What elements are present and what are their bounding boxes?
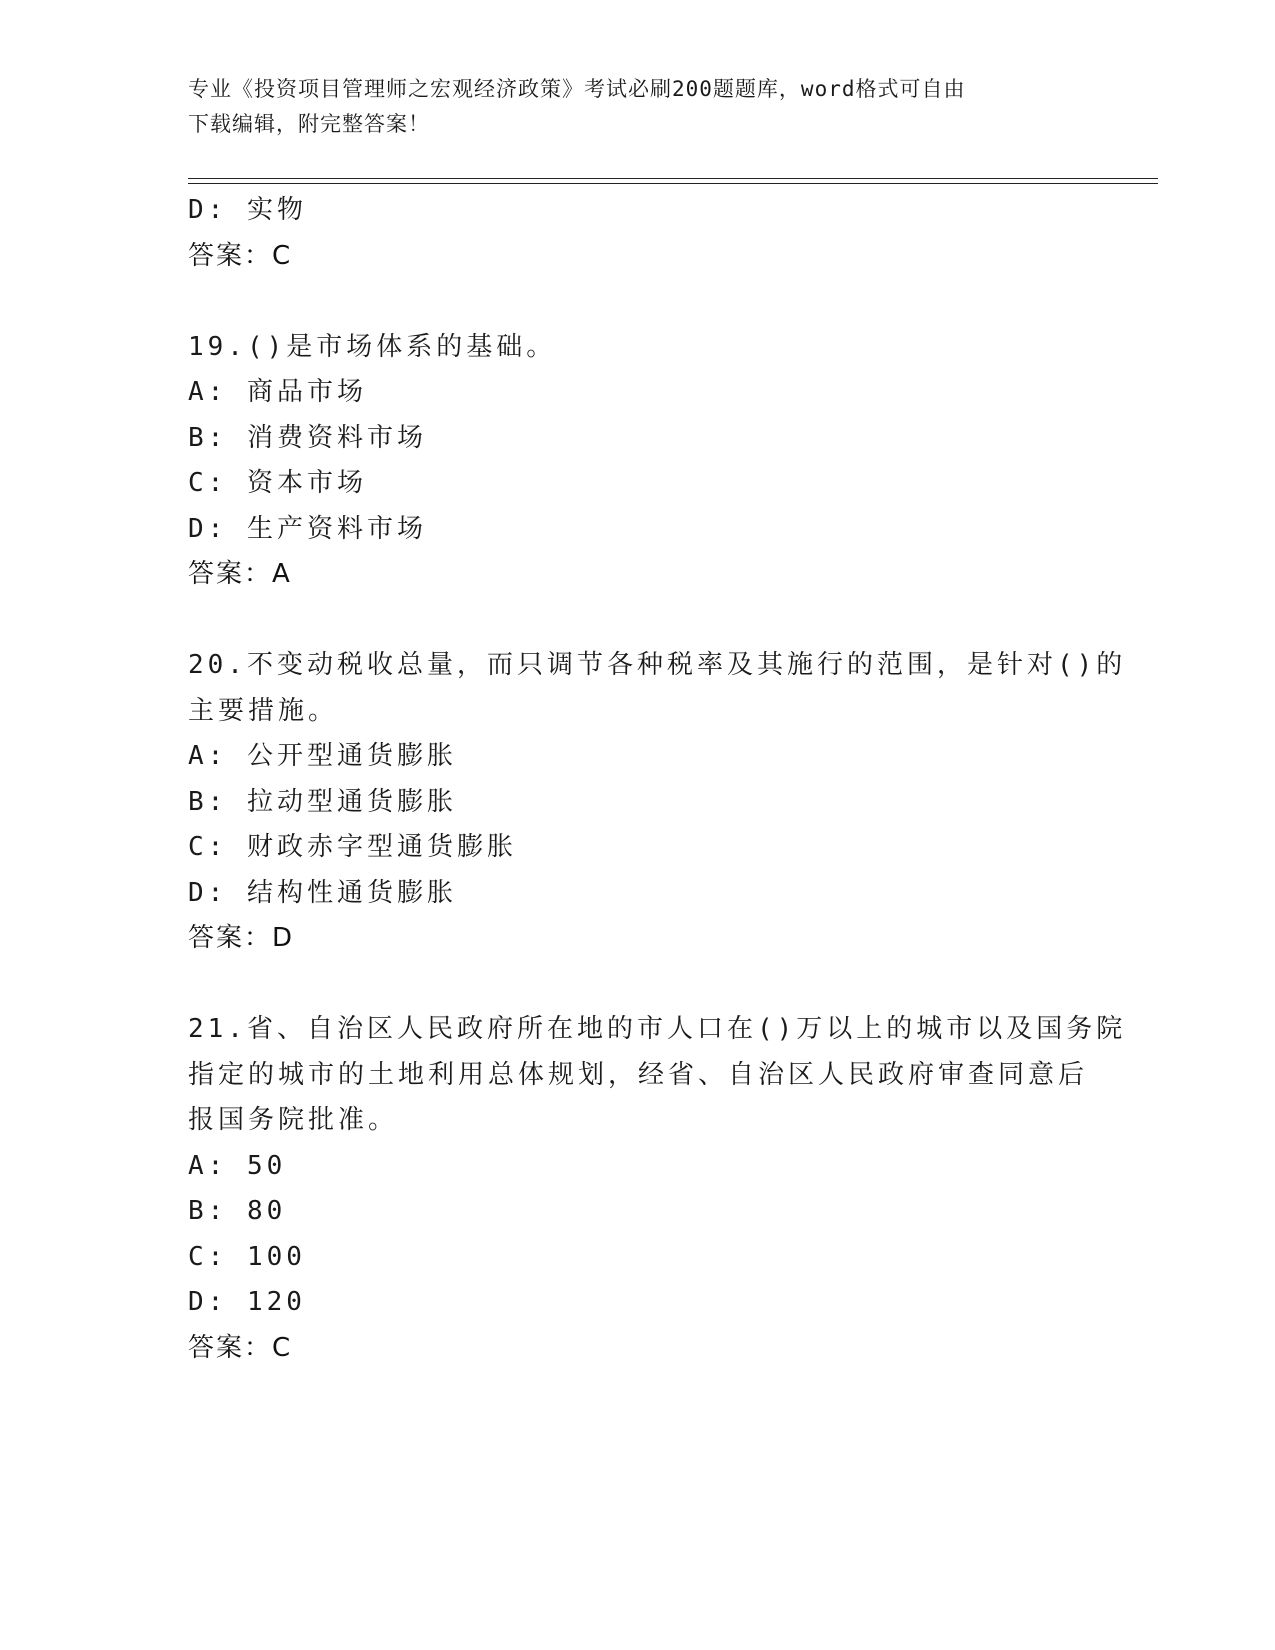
question-text: 19.()是市场体系的基础。 xyxy=(188,331,557,362)
header-rule-top xyxy=(188,178,1158,179)
question-text-cont: 报国务院批准。 xyxy=(188,1105,399,1135)
answer: 答案：C xyxy=(188,1332,293,1363)
option-d: D: 120 xyxy=(188,1287,306,1317)
prev-answer: 答案：C xyxy=(188,240,293,271)
prev-option-d: D: 实物 xyxy=(188,195,307,225)
option-b: B: 消费资料市场 xyxy=(188,422,427,453)
answer: 答案：A xyxy=(188,559,292,589)
option-c: C: 100 xyxy=(188,1241,306,1272)
question-text-cont: 主要措施。 xyxy=(188,695,339,726)
question-block xyxy=(188,325,1088,598)
option-b: B: 80 xyxy=(188,1196,287,1226)
option-d: D: 生产资料市场 xyxy=(188,513,427,544)
question-text: 21.省、自治区人民政府所在地的市人口在()万以上的城市以及国务院 xyxy=(188,1014,1127,1044)
header-rule-bottom xyxy=(188,183,1158,184)
header-line-2: 下载编辑，附完整答案！ xyxy=(188,112,430,136)
header-line-1: 专业《投资项目管理师之宏观经济政策》考试必刷200题题库，word格式可自由 xyxy=(188,77,966,101)
document-header xyxy=(188,72,1088,142)
spacer xyxy=(188,962,1088,1008)
question-block xyxy=(188,1007,1127,1371)
question-text: 20.不变动税收总量，而只调节各种税率及其施行的范围，是针对()的 xyxy=(188,650,1127,680)
option-a: A: 公开型通货膨胀 xyxy=(188,741,457,771)
option-a: A: 50 xyxy=(188,1150,287,1181)
option-d: D: 结构性通货膨胀 xyxy=(188,877,457,908)
option-c: C: 财政赤字型通货膨胀 xyxy=(188,832,517,862)
question-text-cont: 指定的城市的土地利用总体规划，经省、自治区人民政府审查同意后 xyxy=(188,1059,1089,1090)
option-c: C: 资本市场 xyxy=(188,468,367,498)
answer: 答案：D xyxy=(188,923,295,953)
option-a: A: 商品市场 xyxy=(188,377,367,407)
spacer xyxy=(188,279,1088,325)
document-body xyxy=(188,188,1127,1371)
spacer xyxy=(188,598,1088,644)
option-b: B: 拉动型通货膨胀 xyxy=(188,786,457,817)
question-block xyxy=(188,643,1127,962)
